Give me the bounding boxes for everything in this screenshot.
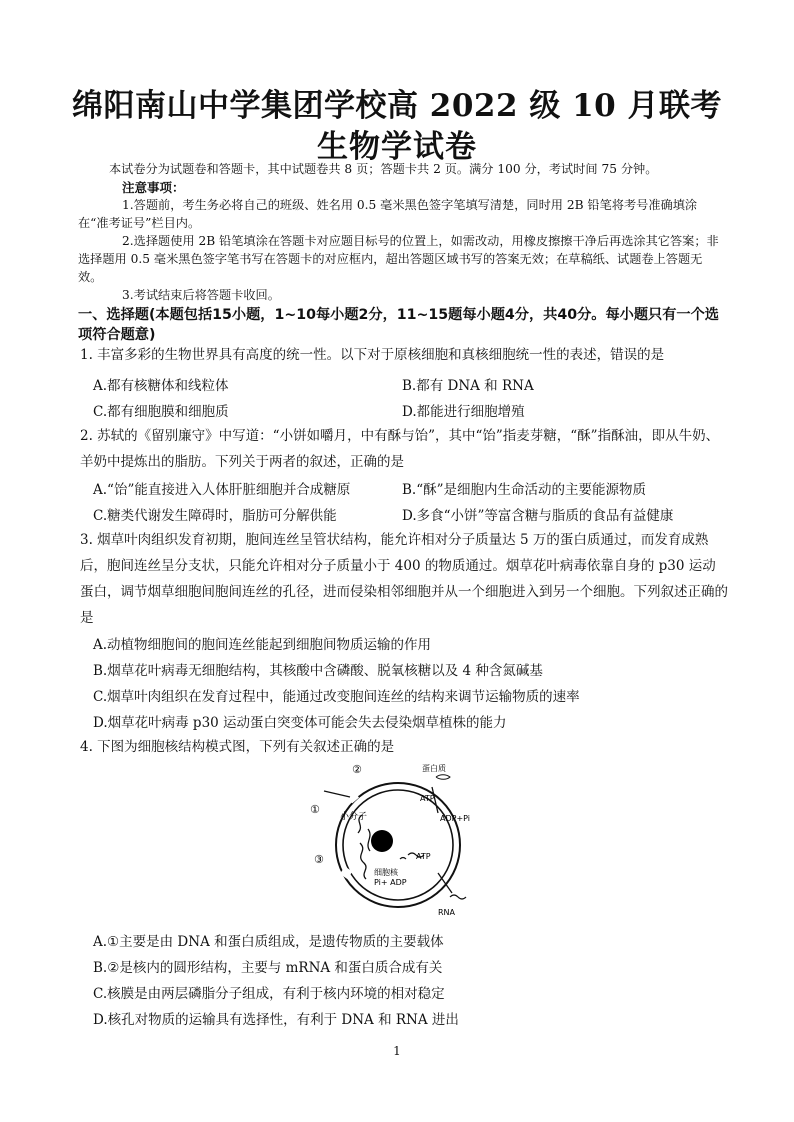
- question-1-option-a: A.都有核糖体和线粒体: [93, 378, 229, 394]
- note-2: 2.选择题使用 2B 铅笔填涂在答题卡对应题目标号的位置上，如需改动，用橡皮擦擦干净后再选涂其它答案；非选择题用 0.5 毫米黑色签字笔书写在答题卡的对应框内，超出答题区域书写的答案无效；在草稿纸、试题卷上答题无效。: [78, 234, 719, 284]
- question-4-option-b: B.②是核内的圆形结构，主要与 mRNA 和蛋白质合成有关: [93, 960, 443, 976]
- chromatin: [358, 815, 370, 879]
- question-1-option-d: D.都能进行细胞增殖: [402, 404, 525, 420]
- label-pi-adp: Pi+ ADP: [374, 878, 407, 887]
- exam-title: 绵阳南山中学集团学校高 2022 级 10 月联考: [71, 88, 723, 124]
- label-small-molecule: 小分子: [340, 812, 368, 822]
- label-protein: 蛋白质: [422, 764, 446, 773]
- question-1-stem: 1. 丰富多彩的生物世界具有高度的统一性。以下对于原核细胞和真核细胞统一性的表述，错误的是: [80, 347, 665, 363]
- question-2-option-a: A.“饴”能直接进入人体肝脏细胞并合成糖原: [93, 482, 351, 498]
- question-3-option-c: C.烟草叶肉组织在发育过程中，能通过改变胞间连丝的结构来调节运输物质的速率: [93, 689, 580, 705]
- label-circle-3: ③: [314, 853, 324, 866]
- nucleolus: [371, 830, 393, 852]
- question-1-option-b: B.都有 DNA 和 RNA: [402, 378, 534, 394]
- question-4-option-d: D.核孔对物质的运输具有选择性，有利于 DNA 和 RNA 进出: [93, 1012, 459, 1028]
- protein-shape: [436, 775, 450, 780]
- nuclear-pore-4: [340, 866, 353, 879]
- question-1-option-c: C.都有细胞膜和细胞质: [93, 404, 229, 420]
- rna-out-strand: [450, 895, 466, 899]
- page-number: 1: [393, 1044, 401, 1058]
- note-3: 3.考试结束后将答题卡收回。: [122, 288, 280, 302]
- arrow-in: [324, 791, 350, 797]
- label-atp-top: ATP: [420, 794, 435, 803]
- outer-membrane: [336, 783, 460, 907]
- nuclear-pore-3: [428, 865, 441, 878]
- question-2-option-c: C.糖类代谢发生障碍时，脂肪可分解供能: [93, 508, 337, 524]
- label-atp-bottom: ATP: [416, 852, 431, 861]
- question-3-option-d: D.烟草花叶病毒 p30 运动蛋白突变体可能会失去侵染烟草植株的能力: [93, 715, 507, 731]
- question-2-option-d: D.多食“小饼”等富含糖与脂质的食品有益健康: [402, 508, 674, 524]
- question-3-option-a: A.动植物细胞间的胞间连丝能起到细胞间物质运输的作用: [93, 637, 432, 653]
- exam-intro: 本试卷分为试题卷和答题卡，其中试题卷共 8 页；答题卡共 2 页。满分 100 分，考试时间 75 分钟。: [109, 162, 658, 176]
- exam-subtitle: 生物学试卷: [317, 129, 477, 165]
- question-4-stem: 4. 下图为细胞核结构模式图，下列有关叙述正确的是: [80, 739, 395, 755]
- label-adp-pi: ADP+Pi: [440, 814, 471, 823]
- label-rna: RNA: [438, 908, 456, 917]
- question-3-option-b: B.烟草花叶病毒无细胞结构，其核酸中含磷酸、脱氧核糖以及 4 种含氮碱基: [93, 663, 543, 679]
- question-3-stem: 3. 烟草叶肉组织发育初期，胞间连丝呈管状结构，能允许相对分子质量达 5 万的蛋白质通过，而发育成熟后，胞间连丝呈分支状，只能允许相对分子质量小于 400 的物质通过。烟草花叶病毒依靠自身的 p30 运动蛋白，调节烟草细胞间胞间连丝的孔径，进而侵染相邻细胞并从一个细胞进入到另一个细胞。下列叙述正确的是: [80, 532, 728, 626]
- note-1: 1.答题前，考生务必将自己的班级、姓名用 0.5 毫米黑色签字笔填写清楚，同时用 2B 铅笔将考号准确填涂在“准考证号”栏目内。: [78, 198, 698, 230]
- label-circle-1: ①: [310, 803, 320, 816]
- nucleus-structure-diagram: [310, 763, 485, 918]
- label-circle-2: ②: [352, 763, 362, 776]
- label-nucleus: 细胞核: [374, 868, 398, 877]
- section-heading: 一、选择题(本题包括15小题，1~10每小题2分，11~15题每小题4分，共40分。每小题只有一个选项符合题意): [78, 307, 719, 343]
- question-4-option-a: A.①主要是由 DNA 和蛋白质组成，是遗传物质的主要载体: [93, 934, 444, 950]
- question-4-option-c: C.核膜是由两层磷脂分子组成，有利于核内环境的相对稳定: [93, 986, 445, 1002]
- question-2-option-b: B.“酥”是细胞内生命活动的主要能源物质: [402, 482, 647, 498]
- question-2-stem: 2. 苏轼的《留别廉守》中写道：“小饼如嚼月，中有酥与饴”，其中“饴”指麦芽糖，“酥”指酥油，即从牛奶、羊奶中提炼出的脂肪。下列关于两者的叙述，正确的是: [80, 428, 720, 470]
- notes-heading: 注意事项：: [122, 180, 185, 195]
